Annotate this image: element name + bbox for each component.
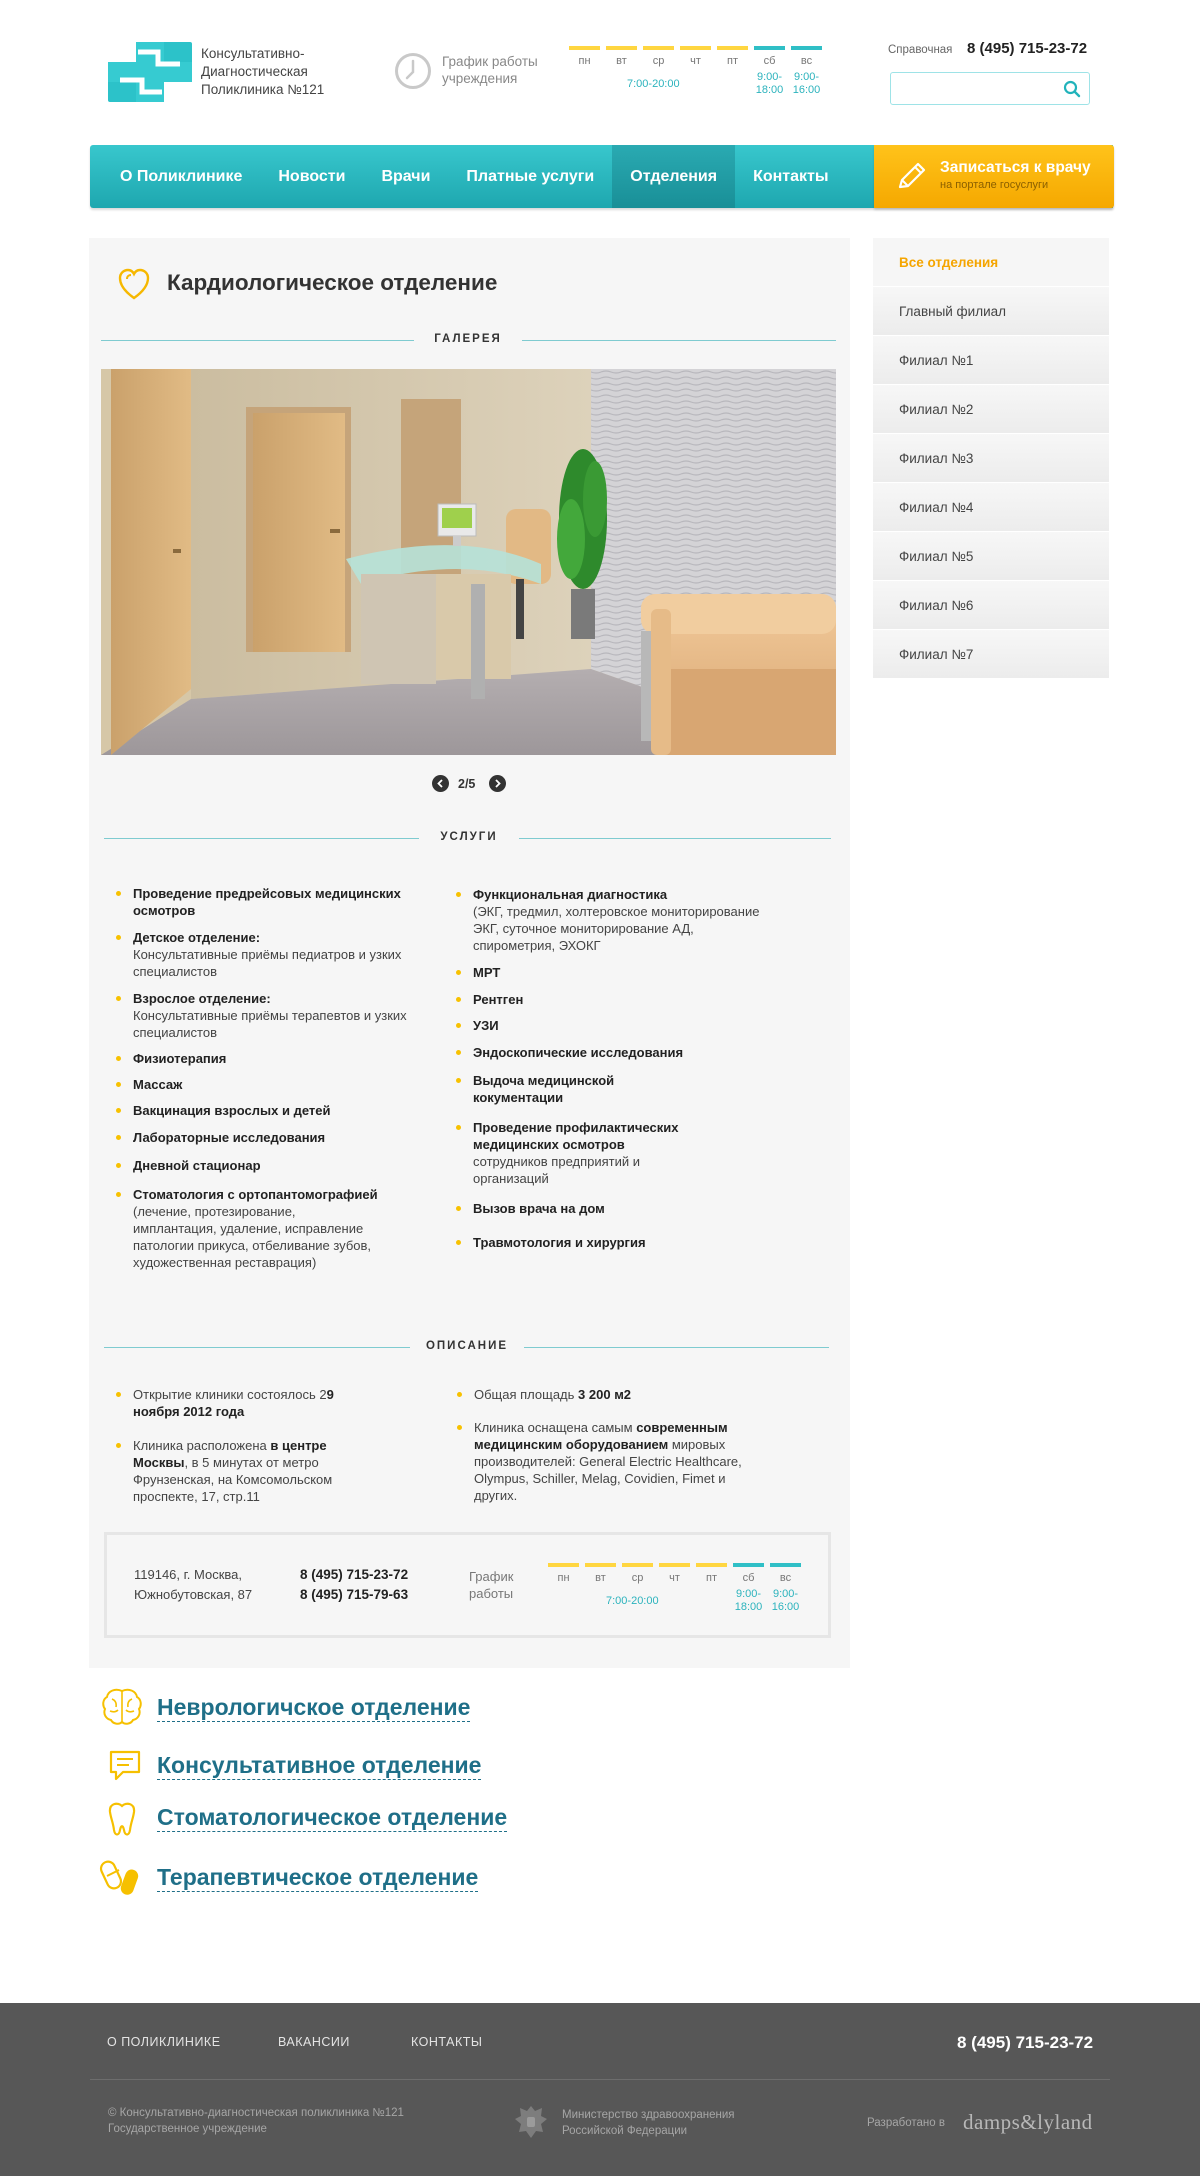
desc-bold: современным медицинским оборудованием — [474, 1420, 728, 1452]
hours-line: 16:00 — [792, 84, 821, 96]
reference-label: Справочная — [888, 44, 953, 56]
footer-link-vacancies[interactable]: ВАКАНСИИ — [278, 2035, 350, 2049]
schedule-label — [469, 1568, 513, 1602]
list-item — [112, 1050, 412, 1067]
hours-line: 9:00- — [735, 1588, 762, 1600]
day-fri — [693, 1563, 730, 1614]
clinic-name-line: Поликлиника №121 — [201, 82, 325, 97]
copyright-line: Государственное учреждение — [108, 2123, 267, 2135]
desc-bold: 9 ноября 2012 года — [133, 1387, 334, 1419]
phones — [300, 1565, 408, 1605]
clinic-name — [201, 45, 324, 99]
service-name: Эндоскопические исследования — [473, 1045, 684, 1060]
sun-hours — [767, 1588, 804, 1614]
developed-by-label: Разработано в — [867, 2117, 945, 2129]
address-line: Южнобутовская, 87 — [134, 1587, 253, 1602]
nav-paid-services[interactable]: Платные услуги — [466, 168, 595, 185]
sun-hours — [788, 71, 825, 97]
list-item — [112, 1186, 382, 1271]
day-label: пт — [727, 55, 738, 67]
nav-doctors[interactable]: Врачи — [381, 168, 431, 185]
clinic-name-line: Консультативно- — [201, 46, 305, 61]
hours-line: 16:00 — [771, 1601, 800, 1613]
list-item — [452, 1200, 772, 1217]
day-mon — [566, 46, 603, 97]
day-thu — [677, 46, 714, 97]
sidebar-item-branch-5[interactable]: Филиал №5 — [873, 532, 1109, 581]
department-link-consultative[interactable]: Консультативное отделение — [157, 1752, 482, 1778]
services-divider — [104, 831, 831, 845]
sidebar-item-branch-4[interactable]: Филиал №4 — [873, 483, 1109, 532]
heart-icon — [118, 267, 150, 301]
service-name: Выдоча медицинской кокументации — [473, 1073, 615, 1105]
clinic-name-line: Диагностическая — [201, 64, 308, 79]
weekday-hours: 7:00-20:00 — [606, 1595, 659, 1607]
service-name: Функциональная диагностика — [473, 887, 668, 902]
next-arrow-button[interactable] — [489, 775, 506, 792]
desc-text: мировых производителей: General Electric Healthcare, Olympus, Schiller, Melag, Covidien, Fimet и других. — [474, 1437, 742, 1503]
description-list-left — [112, 1386, 377, 1505]
gallery-heading: ГАЛЕРЕЯ — [414, 333, 522, 345]
day-fri — [714, 46, 751, 97]
day-label: пт — [706, 1572, 717, 1584]
desc-text: Открытие клиники состоялось 2 — [133, 1387, 327, 1402]
gallery-divider — [101, 333, 836, 347]
description-heading: ОПИСАНИЕ — [410, 1340, 524, 1352]
tooth-icon — [100, 1797, 144, 1841]
address — [134, 1565, 252, 1605]
footer-phone[interactable]: 8 (495) 715-23-72 — [957, 2033, 1094, 2052]
service-name: Рентген — [473, 992, 524, 1007]
schedule-label — [442, 53, 538, 87]
book-title: Записаться к врачу — [940, 159, 1091, 176]
service-name: Массаж — [133, 1077, 183, 1092]
day-sun — [788, 46, 825, 97]
list-item — [112, 885, 412, 919]
sat-hours — [730, 1588, 767, 1614]
day-label: вт — [595, 1572, 606, 1584]
gallery-pager — [432, 775, 506, 793]
list-item — [453, 1419, 743, 1504]
list-item — [112, 1437, 377, 1505]
list-item — [452, 1044, 772, 1061]
schedule-label-line: работы — [469, 1586, 514, 1601]
sidebar-item-branch-2[interactable]: Филиал №2 — [873, 385, 1109, 434]
service-name: Вакцинация взрослых и детей — [133, 1103, 331, 1118]
day-label: пн — [557, 1572, 570, 1584]
services-list-left — [112, 885, 412, 1271]
service-name: Вызов врача на дом — [473, 1201, 605, 1216]
header — [0, 0, 1200, 140]
desc-text: Общая площадь — [474, 1387, 579, 1402]
list-item — [112, 1386, 377, 1420]
footer-copyright — [108, 2105, 404, 2137]
day-label: сб — [763, 55, 776, 67]
prev-arrow-button[interactable] — [432, 775, 449, 792]
service-desc: сотрудников предприятий и организаций — [473, 1154, 641, 1186]
schedule-label-line: График работы — [442, 54, 538, 69]
day-label: вт — [616, 55, 627, 67]
nav-departments[interactable]: Отделения — [612, 145, 735, 208]
service-desc: (ЭКГ, тредмил, холтеровское мониторирование ЭКГ, суточное мониторирование АД, спирометрия, ЭХОКГ — [473, 904, 760, 953]
day-label: чт — [690, 55, 701, 67]
service-desc: Консультативные приёмы терапевтов и узких специалистов — [133, 1008, 407, 1040]
service-name: МРТ — [473, 965, 501, 980]
hours-line: 9:00- — [772, 1588, 799, 1600]
book-appointment-button[interactable] — [874, 145, 1114, 208]
description-divider — [104, 1340, 829, 1354]
sidebar-item-main-branch[interactable]: Главный филиал — [873, 287, 1109, 336]
services-list-right — [452, 886, 772, 1251]
nav-about[interactable]: О Поликлинике — [120, 168, 243, 185]
department-link-neurology[interactable]: Неврологичское отделение — [157, 1694, 471, 1720]
book-subtitle: на портале госуслуги — [940, 179, 1049, 191]
sidebar-item-branch-7[interactable]: Филиал №7 — [873, 630, 1109, 679]
list-item — [112, 1076, 412, 1093]
list-item — [112, 1129, 412, 1146]
day-sat — [751, 46, 788, 97]
service-name: Проведение профилактических медицинских осмотров — [473, 1120, 679, 1152]
hours-line: 9:00- — [756, 71, 783, 83]
search-icon[interactable] — [1063, 80, 1081, 98]
list-item — [112, 929, 412, 980]
sidebar — [873, 238, 1109, 679]
day-sun — [767, 1563, 804, 1614]
service-name: Детское отделение: — [133, 930, 261, 945]
nav-news[interactable]: Новости — [278, 168, 346, 185]
phone-link[interactable]: 8 (495) 715-23-72 — [300, 1567, 409, 1582]
list-item — [452, 964, 772, 981]
list-item — [112, 1157, 412, 1174]
brain-icon — [100, 1685, 144, 1729]
sidebar-item-branch-3[interactable]: Филиал №3 — [873, 434, 1109, 483]
footer — [0, 2003, 1200, 2176]
address-line: 119146, г. Москва, — [134, 1567, 243, 1582]
page-title: Кардиологическое отделение — [167, 270, 498, 295]
service-name: Лабораторные исследования — [133, 1130, 326, 1145]
day-label: вс — [779, 1572, 792, 1584]
phone-link[interactable]: 8 (495) 715-79-63 — [300, 1587, 409, 1602]
day-sat — [730, 1563, 767, 1614]
ministry-label — [562, 2107, 735, 2139]
service-name: Физиотерапия — [133, 1051, 227, 1066]
developer-logo[interactable]: damps&lyland — [963, 2110, 1093, 2134]
list-item — [112, 990, 412, 1041]
desc-bold: в центре Москвы — [133, 1438, 327, 1470]
coat-of-arms-icon — [512, 2102, 550, 2142]
week-schedule — [566, 46, 825, 97]
week-schedule — [545, 1563, 804, 1614]
footer-link-contacts[interactable]: КОНТАКТЫ — [411, 2035, 483, 2049]
clinic-logo-icon[interactable] — [108, 42, 192, 102]
department-link-therapy[interactable]: Терапевтическое отделение — [157, 1864, 479, 1890]
schedule-label-line: График — [469, 1569, 514, 1584]
service-name: Травмотология и хирургия — [473, 1235, 646, 1250]
search-box — [890, 72, 1090, 105]
list-item — [452, 1017, 772, 1034]
hours-line: 18:00 — [755, 84, 784, 96]
service-name: УЗИ — [473, 1018, 499, 1033]
hours-line: 18:00 — [734, 1601, 763, 1613]
description-list-right — [453, 1386, 743, 1504]
service-name: Проведение предрейсовых медицинских осмотров — [133, 886, 401, 918]
gallery-page-counter: 2/5 — [458, 777, 476, 791]
copyright-line: © Консультативно-диагностическая поликлиника №121 — [108, 2107, 404, 2119]
desc-text: Клиника расположена — [133, 1438, 271, 1453]
hours-line: 9:00- — [793, 71, 820, 83]
service-name: Стоматология с ортопантомографией — [133, 1187, 378, 1202]
gallery-photo[interactable] — [101, 369, 836, 755]
schedule-label-line: учреждения — [442, 71, 518, 86]
sat-hours — [751, 71, 788, 97]
nav-contacts[interactable]: Контакты — [753, 168, 829, 185]
list-item — [452, 991, 772, 1008]
chevron-right-icon — [493, 779, 502, 788]
list-item — [452, 1119, 692, 1187]
department-link-dental[interactable]: Стоматологическое отделение — [157, 1804, 508, 1830]
desc-bold: 3 200 м2 — [578, 1387, 632, 1402]
footer-divider — [90, 2079, 1110, 2080]
list-item — [452, 1072, 672, 1106]
list-item — [112, 1102, 412, 1119]
clock-icon — [394, 52, 432, 90]
service-name: Дневной стационар — [133, 1158, 261, 1173]
day-label: вс — [800, 55, 813, 67]
pencil-icon — [894, 160, 928, 194]
sidebar-item-branch-1[interactable]: Филиал №1 — [873, 336, 1109, 385]
service-name: Взрослое отделение: — [133, 991, 271, 1006]
weekday-hours: 7:00-20:00 — [627, 78, 680, 90]
day-label: сб — [742, 1572, 755, 1584]
chat-icon — [103, 1742, 147, 1786]
day-thu — [656, 1563, 693, 1614]
list-item — [452, 886, 772, 954]
search-input[interactable] — [891, 73, 1051, 104]
list-item — [453, 1386, 743, 1403]
desc-text: Клиника оснащена самым — [474, 1420, 637, 1435]
reference-phone[interactable]: 8 (495) 715-23-72 — [967, 40, 1088, 57]
list-item — [452, 1234, 772, 1251]
pills-icon — [99, 1855, 143, 1899]
services-heading: УСЛУГИ — [419, 831, 519, 843]
service-desc: Консультативные приёмы педиатров и узких специалистов — [133, 947, 402, 979]
day-label: ср — [652, 55, 665, 67]
ministry-line: Российской Федерации — [562, 2125, 688, 2137]
day-label: ср — [631, 1572, 644, 1584]
contacts-box — [104, 1532, 831, 1638]
chevron-left-icon — [436, 779, 445, 788]
day-mon — [545, 1563, 582, 1614]
day-label: пн — [578, 55, 591, 67]
desc-text: , в 5 минутах от метро Фрунзенская, на Комсомольском проспекте, 17, стр.11 — [133, 1455, 333, 1504]
ministry-line: Министерство здравоохранения — [562, 2109, 735, 2121]
sidebar-item-all-departments[interactable]: Все отделения — [873, 238, 1109, 287]
service-desc: (лечение, протезирование, имплантация, удаление, исправление патологии прикуса, отбеливание зубов, художественная реставрация) — [133, 1204, 372, 1270]
day-label: чт — [669, 1572, 680, 1584]
footer-link-about[interactable]: О ПОЛИКЛИНИКЕ — [107, 2035, 221, 2049]
sidebar-item-branch-6[interactable]: Филиал №6 — [873, 581, 1109, 630]
